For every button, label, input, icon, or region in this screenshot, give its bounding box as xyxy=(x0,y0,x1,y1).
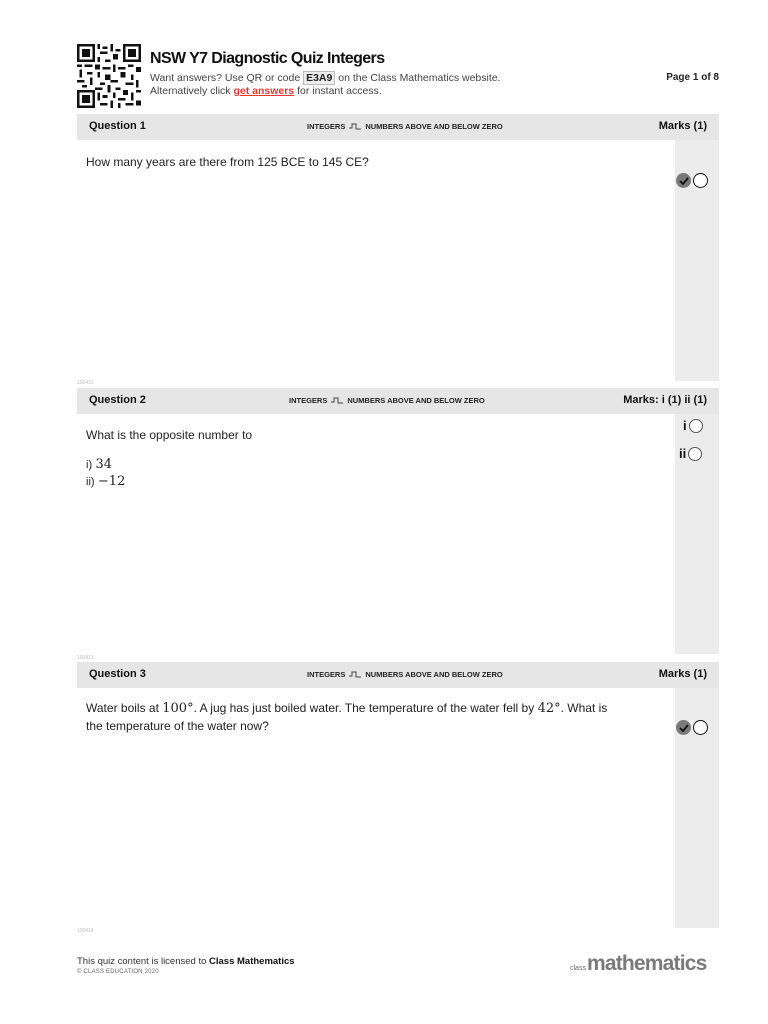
answers-link-line xyxy=(150,85,382,97)
page-number: Page 1 of 8 xyxy=(666,72,719,83)
question-marks: Marks (1) xyxy=(658,120,707,132)
answers-instructions xyxy=(150,71,501,85)
mark-circle[interactable] xyxy=(693,173,708,188)
topic-separator-icon xyxy=(330,396,344,405)
question-topic xyxy=(289,396,485,405)
question-header xyxy=(77,388,719,414)
license-text: This quiz content is licensed to xyxy=(77,956,207,967)
check-icon[interactable] xyxy=(676,173,691,188)
text-segment: . What is xyxy=(560,701,608,715)
answer-code: E3A9 xyxy=(303,71,335,85)
question-id: 100413 xyxy=(77,655,94,661)
part-label: ii) xyxy=(86,476,95,488)
mark-controls xyxy=(676,173,708,188)
subtopic-label: NUMBERS ABOVE AND BELOW ZERO xyxy=(347,396,485,405)
question-number: Question 3 xyxy=(89,668,146,680)
logo-main-text: mathematics xyxy=(586,952,707,975)
link-suffix-text: for instant access. xyxy=(297,85,382,97)
question-text: What is the opposite number to xyxy=(86,428,253,442)
qr-code[interactable] xyxy=(77,44,141,108)
text-segment: Water boils at xyxy=(86,701,159,715)
part-label: i) xyxy=(86,459,93,471)
instructions-text: Want answers? Use QR or code xyxy=(150,72,301,84)
topic-separator-icon xyxy=(348,670,362,679)
topic-separator-icon xyxy=(348,122,362,131)
mark-circle[interactable] xyxy=(693,720,708,735)
question-part-i xyxy=(86,456,112,474)
mark-controls-i xyxy=(683,418,703,433)
topic-label: INTEGERS xyxy=(307,122,346,131)
mark-circle[interactable] xyxy=(688,447,702,461)
licensee-name: Class Mathematics xyxy=(209,956,295,967)
page-title: NSW Y7 Diagnostic Quiz Integers xyxy=(150,50,385,67)
question-part-ii xyxy=(86,473,125,491)
get-answers-link[interactable]: get answers xyxy=(233,85,295,97)
question-topic xyxy=(307,122,503,131)
part-value: −12 xyxy=(97,474,126,489)
topic-label: INTEGERS xyxy=(289,396,328,405)
math-value: 100° xyxy=(162,701,194,716)
question-number: Question 1 xyxy=(89,120,146,132)
question-id: 100414 xyxy=(77,928,94,934)
instructions-text-end: on the Class Mathematics website. xyxy=(338,72,501,84)
logo-small-text: class xyxy=(570,965,586,972)
question-topic xyxy=(307,670,503,679)
topic-label: INTEGERS xyxy=(307,670,346,679)
question-number: Question 2 xyxy=(89,394,146,406)
part-value: 34 xyxy=(95,457,112,472)
question-header xyxy=(77,662,719,688)
question-marks: Marks (1) xyxy=(658,668,707,680)
subtopic-label: NUMBERS ABOVE AND BELOW ZERO xyxy=(365,122,503,131)
mark-label-ii: ii xyxy=(679,446,687,461)
question-header xyxy=(77,114,719,140)
text-segment: . A jug has just boiled water. The temperature of the water fell by xyxy=(193,701,535,715)
question-text-line2: the temperature of the water now? xyxy=(86,719,269,733)
license-notice xyxy=(77,956,295,967)
link-prefix-text: Alternatively click xyxy=(150,85,231,97)
question-id: 100412 xyxy=(77,380,94,386)
mark-controls-ii xyxy=(679,446,702,461)
mark-circle[interactable] xyxy=(689,419,703,433)
mark-controls xyxy=(676,720,708,735)
check-icon[interactable] xyxy=(676,720,691,735)
question-marks: Marks: i (1) ii (1) xyxy=(623,394,707,406)
copyright: © CLASS EDUCATION 2020 xyxy=(77,969,159,975)
class-mathematics-logo xyxy=(570,952,707,976)
math-value: 42° xyxy=(537,701,561,716)
mark-label-i: i xyxy=(683,418,687,433)
subtopic-label: NUMBERS ABOVE AND BELOW ZERO xyxy=(365,670,503,679)
question-text xyxy=(86,700,666,717)
question-text: How many years are there from 125 BCE to 145 CE? xyxy=(86,155,369,169)
